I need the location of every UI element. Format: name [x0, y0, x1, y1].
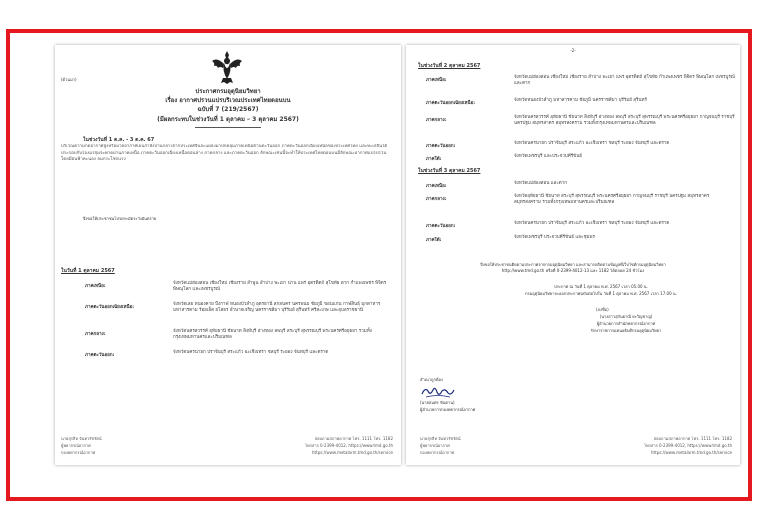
footer-right-1: สอบถามสภาพอากาศ โทร. 1111 โทร. 1182 — [314, 436, 393, 441]
day2-provinces-central: จังหวัดนครสวรรค์ อุทัยธานี ชัยนาท สิงห์บุรี อ่างทอง ลพบุรี สระบุรี สุพรรณบุรี พระนครศรีอยุธยา กาญจนบุรี ราชบุรี นครปฐม สมุทรสาคร สมุทรสงคราม รวมทั้งกรุงเทพมหานครและปริมณฑล — [514, 115, 735, 126]
footer-right-3: https://www.metalarm.tmd.go.th/service — [651, 450, 732, 455]
page-number: -2- — [570, 48, 576, 53]
footer-left-3: กองพยากรณ์อากาศ — [61, 450, 96, 455]
contact-line-2: http://www.tmd.go.th หรือที่ 0-2399-4012-13 และ 1182 ได้ตลอด 24 ชั่วโมง — [501, 268, 645, 273]
day1-region-central: ภาคกลาง: — [85, 332, 106, 337]
day2-region-northeast: ภาคตะวันออกเฉียงเหนือ: — [426, 101, 476, 106]
day2-region-north: ภาคเหนือ: — [426, 78, 447, 83]
intro-paragraph: บริเวณความกดอากาศสูงหรือมวลอากาศเย็นกำลังปานกลางจากประเทศจีนจะแผ่ลงมาปกคลุมภาคเหนือด้านตะวันออก ภาคตะวันออกเฉียงเหนือของประเทศไทย และทะเลจีนใต้ ประกอบกับร่องมรสุมจะพาดผ่านภาคเหนือ ภาคตะวันออกเฉียงเหนือตอนล่าง ภาคกลาง และภาคตะวันออก ลักษณะเช่นนี้จะทำให้ประเทศไทยตอนบนมีลักษณะอากาศแปรปรวน โดยมีฝนฟ้าคะนอง ลมกระโชกแรง — [61, 144, 388, 163]
footer-left-3: กองพยากรณ์อากาศ — [420, 450, 455, 455]
day3-provinces-central: จังหวัดอุทัยธานี ชัยนาท สระบุรี สุพรรณบุรี พระนครศรีอยุธยา กาญจนบุรี ราชบุรี นครปฐม สมุทรสาคร สมุทรสงคราม รวมทั้งกรุงเทพมหานครและปริมณฑล — [514, 194, 710, 205]
day3-provinces-east: จังหวัดนครนายก ปราจีนบุรี สระแก้ว ฉะเชิงเทรา ชลบุรี ระยอง จันทบุรี และตราด — [514, 221, 670, 226]
header-subject: เรื่อง อากาศปรวนแปรบริเวณประเทศไทยตอนบน — [165, 97, 291, 104]
day1-heading: ในวันที่ 1 ตุลาคม 2567 — [61, 268, 115, 274]
day2-provinces-northeast: จังหวัดหนองบัวลำภู มหาสารคาม ชัยภูมิ นครราชสีมา บุรีรัมย์ สุรินทร์ — [514, 98, 647, 103]
day1-region-east: ภาคตะวันออก: — [85, 353, 115, 358]
day3-provinces-south: จังหวัดเพชรบุรี ประจวบคีรีขันธ์ และชุมพร — [514, 235, 595, 240]
intro-bold: ในช่วงวันที่ 1 ต.ค. - 3 ต.ค. 67 — [83, 137, 155, 143]
signer-name: (นางสาวสุกันยาณี ยะวิญชาญ) — [599, 314, 653, 319]
day1-region-north: ภาคเหนือ: — [85, 284, 106, 289]
contact-line-1: จึงขอให้ประชาชนติดตามประกาศจากกรมอุตุนิยมวิทยา และสามารถติดตามข้อมูลที่เว็บไซต์กรมอุตุนิยมวิทยา — [480, 262, 666, 267]
day1-provinces-northeast: จังหวัดเลย หนองคาย บึงกาฬ หนองบัวลำภู อุดรธานี สกลนคร นครพนม ชัยภูมิ ขอนแก่น กาฬสินธุ์ มุกดาหาร มหาสารคาม ร้อยเอ็ด ยโสธร อำนาจเจริญ นครราชสีมา บุรีรัมย์ สุรินทร์ ศรีสะเกษ และอุบลราชธานี — [173, 302, 381, 313]
copy-title: ผู้อำนวยการกองพยากรณ์อากาศ — [420, 407, 476, 412]
day3-region-central: ภาคกลาง: — [426, 197, 447, 202]
day2-region-central: ภาคกลาง: — [426, 118, 447, 123]
document-page-2 — [406, 45, 740, 465]
footer-left-1: นายสุรสิห จันทวรัชรัตน์ — [420, 436, 461, 441]
closing-text: จึงขอให้ประชาชนโปรดระมัดระวังอันตราย — [83, 216, 157, 221]
day1-provinces-north: จังหวัดแม่ฮ่องสอน เชียงใหม่ เชียงราย ลำพูน ลำปาง พะเยา น่าน แพร่ อุตรดิตถ์ สุโขทัย ตาก กำแพงเพชร พิจิตร พิษณุโลก และเพชรบูรณ์ — [173, 281, 387, 292]
copy-label: สำเนาถูกต้อง — [420, 377, 443, 382]
signer-title-1: ผู้อำนวยการสำนักพยากรณ์อากาศ — [596, 321, 656, 326]
day1-provinces-central: จังหวัดนครสวรรค์ อุทัยธานี ชัยนาท สิงห์บุรี อ่างทอง ลพบุรี สระบุรี สุพรรณบุรี พระนครศรีอยุธยา รวมทั้งกรุงเทพมหานครและปริมณฑล — [173, 329, 372, 340]
day2-provinces-north: จังหวัดแม่ฮ่องสอน เชียงใหม่ เชียงราย ลำปาง พะเยา แพร่ อุตรดิตถ์ สุโขทัย กำแพงเพชร พิจิตร พิษณุโลก เพชรบูรณ์ และตาก — [514, 75, 735, 86]
header-divider — [195, 127, 261, 128]
day1-region-northeast: ภาคตะวันออกเฉียงเหนือ: — [85, 305, 135, 310]
footer-left-2: ผู้พยากรณ์อากาศ — [61, 443, 91, 448]
day1-provinces-east: จังหวัดนครนายก ปราจีนบุรี สระแก้ว ฉะเชิงเทรา ชลบุรี ระยอง จันทบุรี และตราด — [173, 350, 329, 355]
issued-line-2: กรมอุตุนิยมวิทยาจะออกประกาศฉบับต่อไปใน วันที่ 1 ตุลาคม พ.ศ. 2567 เวลา 17.00 น. — [525, 291, 677, 296]
day3-region-south: ภาคใต้: — [426, 238, 442, 243]
day2-region-south: ภาคใต้: — [426, 157, 442, 162]
day3-region-east: ภาคตะวันออก: — [426, 224, 456, 229]
header-title: ประกาศกรมอุตุนิยมวิทยา — [195, 88, 261, 95]
day3-heading: ในช่วงวันที่ 3 ตุลาคม 2567 — [418, 168, 481, 174]
secret-label: (ด้วนมา) — [61, 77, 77, 82]
copy-name: (นายสมศร ขันตาน) — [420, 400, 455, 405]
garuda-emblem-icon — [210, 49, 244, 85]
header-effective-period: (มีผลกระทบในช่วงวันที่ 1 ตุลาคม – 3 ตุลาคม 2567) — [157, 116, 299, 123]
footer-right-3: https://www.metalarm.tmd.go.th/service — [312, 450, 393, 455]
day2-provinces-south: จังหวัดเพชรบุรี และประจวบคีรีขันธ์ — [514, 154, 583, 159]
signature-icon — [420, 385, 456, 399]
day3-region-north: ภาคเหนือ: — [426, 184, 447, 189]
document-page-1 — [55, 45, 401, 465]
header-issue-number: ฉบับที่ 7 (219/2567) — [197, 106, 259, 113]
footer-left-2: ผู้พยากรณ์อากาศ — [420, 443, 450, 448]
issued-line-1: ประกาศ ณ วันที่ 1 ตุลาคม พ.ศ. 2567 เวลา 05.00 น. — [554, 284, 648, 289]
day3-provinces-north: จังหวัดแม่ฮ่องสอน และตาก — [514, 181, 567, 186]
day2-region-east: ภาคตะวันออก: — [426, 144, 456, 149]
signer-title-2: รักษาราชการแทนอธิบดีกรมอุตุนิยมวิทยา — [590, 328, 662, 333]
day2-provinces-east: จังหวัดนครนายก ปราจีนบุรี สระแก้ว ฉะเชิงเทรา ชลบุรี ระยอง จันทบุรี และตราด — [514, 141, 670, 146]
footer-right-2: โทรสาร 0-2399-4012, https://www.tmd.go.th — [305, 443, 393, 448]
footer-right-2: โทรสาร 0-2399-4012, https://www.tmd.go.th — [644, 443, 732, 448]
footer-left-1: นายสุรสิห จันทวรัชรัตน์ — [61, 436, 102, 441]
footer-right-1: สอบถามสภาพอากาศ โทร. 1111 โทร. 1182 — [653, 436, 732, 441]
day2-heading: ในช่วงวันที่ 2 ตุลาคม 2567 — [418, 63, 481, 69]
signer-prefix: (ลงชื่อ) — [596, 307, 609, 312]
